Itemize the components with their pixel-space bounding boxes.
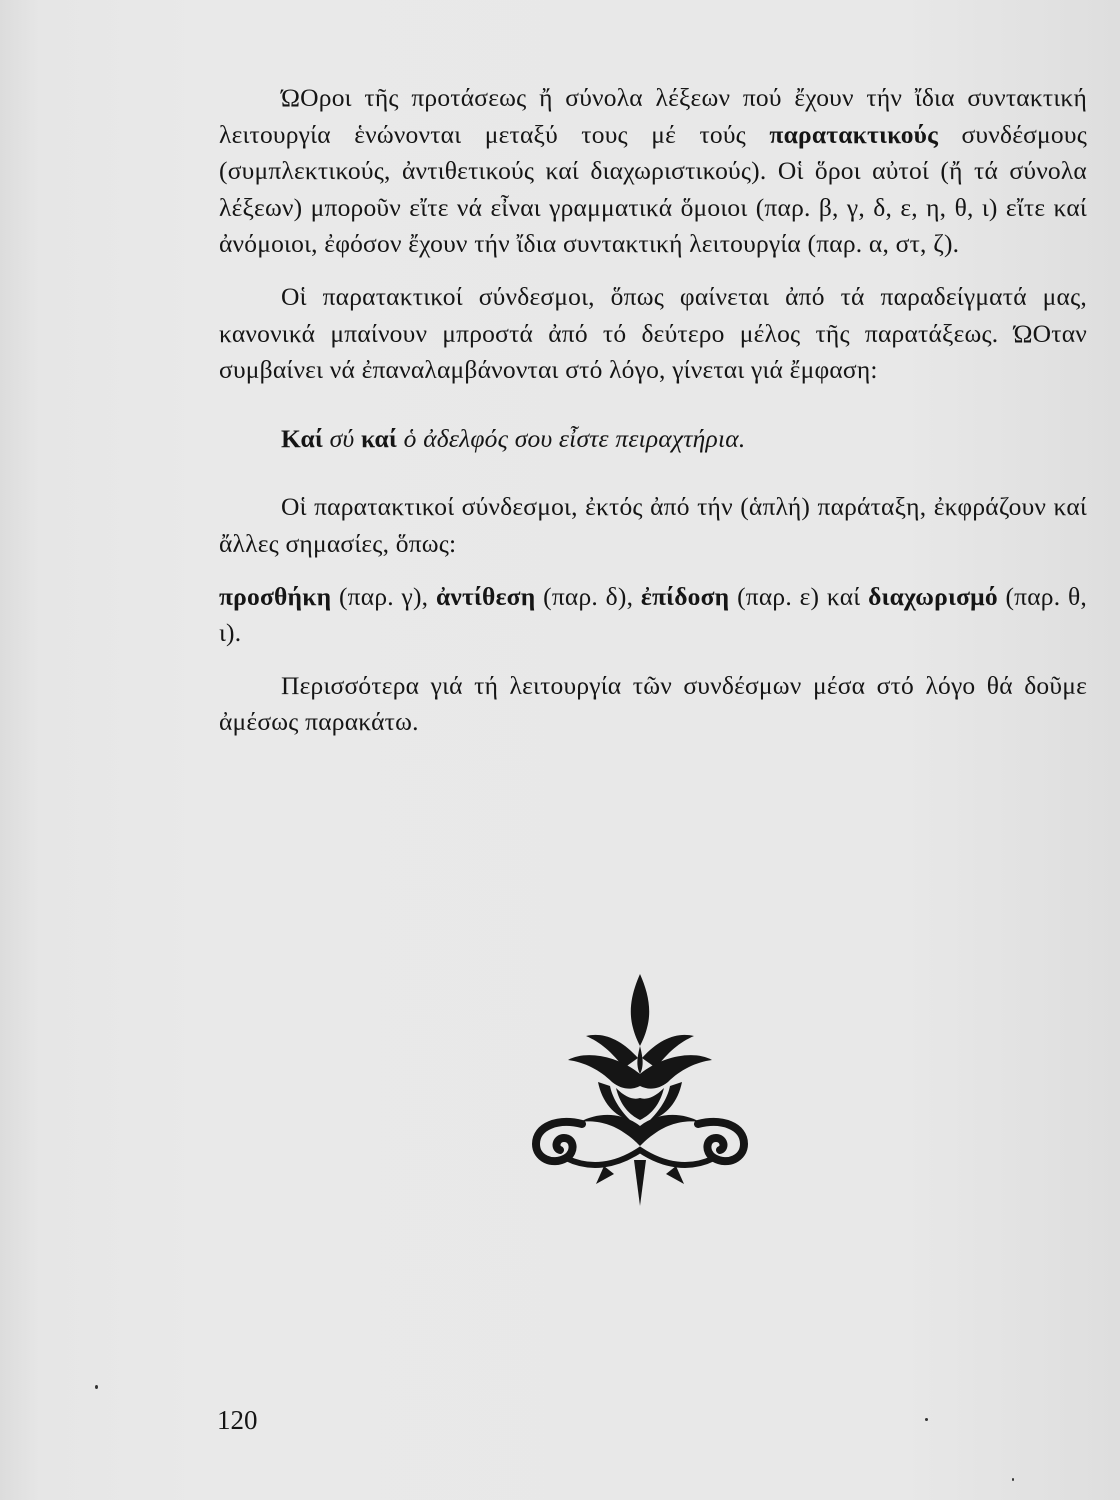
paragraph-1-bold-term: παρατακτικούς [769, 119, 939, 149]
example-sentence [219, 421, 1087, 458]
example-bold-1: Καί [281, 423, 324, 453]
meaning-addition: προσθήκη [219, 581, 332, 611]
meanings-list [219, 579, 1087, 652]
meaning-contrast: ἀντίθεση [435, 581, 536, 611]
body-text [219, 80, 1087, 741]
palmette-ornament-icon [520, 970, 760, 1210]
paper-speck [1012, 1478, 1014, 1481]
paper-speck [95, 1385, 98, 1389]
paragraph-1 [219, 80, 1087, 263]
paper-speck [925, 1418, 928, 1421]
paragraph-1-text-a: ΏΟροι τῆς προτάσεως ἤ σύνολα λέξεων πού ἔχουν τήν ἴδια συντακτική λειτουργία ἑνώνονται μεταξύ τους μέ τούς [219, 83, 1087, 149]
paragraph-3: Οἱ παρατακτικοί σύνδεσμοι, ἐκτός ἀπό τήν (ἁπλή) παράταξη, ἐκφράζουν καί ἄλλες σημασίες, ὅπως: [219, 492, 1087, 558]
meaning-disjunction: διαχωρισμό [868, 581, 998, 611]
paragraph-1-text-b: συνδέσμους (συμπλεκτικούς, ἀντιθετικούς καί διαχωριστικούς). Οἱ ὅροι αὐτοί (ἤ τά σύνολα λέξεων) μποροῦν εἴτε νά εἶναι γραμματικά ὅμοιοι (παρ. β, γ, δ, ε, η, θ, ι) εἴτε καί ἀνόμοιοι, ἐφόσον ἔχουν τήν ἴδια συντακτική λειτουργία (παρ. α, στ, ζ). [219, 119, 1087, 259]
meaning-ref-1: (παρ. γ), [331, 581, 436, 611]
page-number: 120 [217, 1405, 258, 1435]
meaning-ref-3: (παρ. ε) καί [729, 581, 869, 611]
meaning-ref-2: (παρ. δ), [535, 581, 641, 611]
example-italic-2: ὁ ἀδελφός σου εἶστε πειραχτήρια. [397, 423, 746, 453]
example-italic-1: σύ [323, 423, 361, 453]
paragraph-4: Περισσότερα γιά τή λειτουργία τῶν συνδέσμων μέσα στό λόγο θά δοῦμε ἀμέσως παρακάτω. [219, 670, 1087, 737]
example-bold-2: καί [360, 423, 398, 453]
meaning-ref-4: (παρ. θ, ι). [219, 581, 1087, 648]
meaning-escalation: ἐπίδοση [640, 581, 730, 611]
paragraph-2: Οἱ παρατακτικοί σύνδεσμοι, ὅπως φαίνεται ἀπό τά παραδείγματά μας, κανονικά μπαίνουν μπροστά ἀπό τό δεύτερο μέλος τῆς παρατάξεως. ΏΟταν συμβαίνει νά ἐπαναλαμβάνονται στό λόγο, γίνεται γιά ἔμφαση: [219, 281, 1087, 385]
